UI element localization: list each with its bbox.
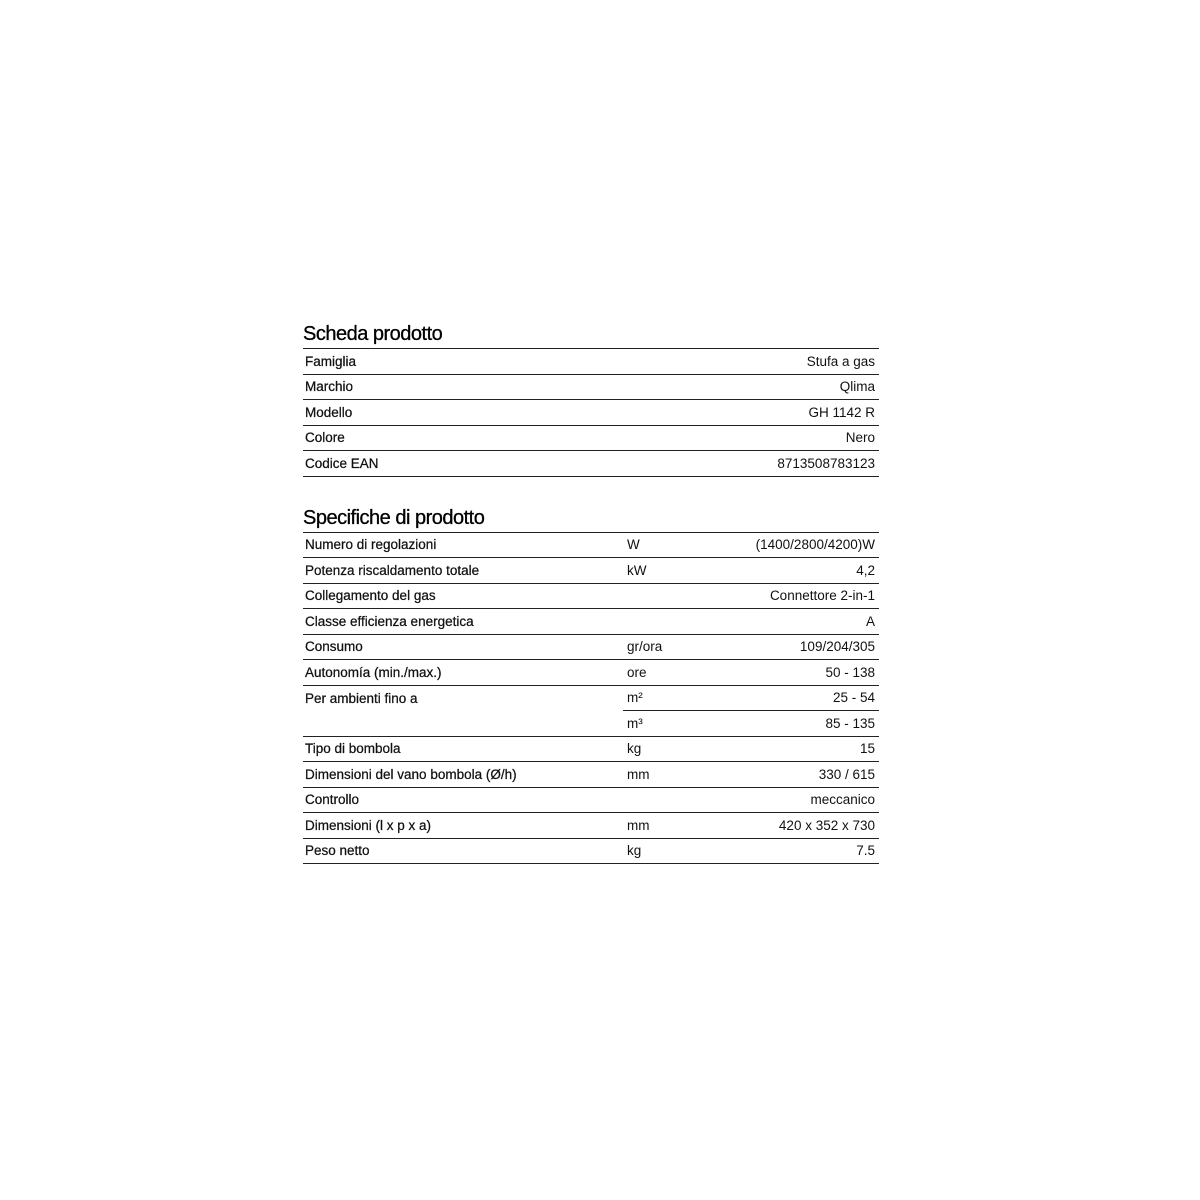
row-value: 420 x 352 x 730 bbox=[778, 817, 875, 833]
table-row bbox=[303, 813, 879, 839]
row-label: Peso netto bbox=[305, 843, 370, 859]
row-label: Modello bbox=[305, 404, 353, 420]
row-value: 330 / 615 bbox=[818, 766, 875, 782]
row-label: Codice EAN bbox=[305, 455, 379, 471]
row-unit: mm bbox=[627, 817, 650, 833]
row-value: meccanico bbox=[810, 792, 875, 808]
row-unit: m² bbox=[627, 690, 643, 706]
row-unit: kg bbox=[627, 741, 642, 757]
row-label: Classe efficienza energetica bbox=[305, 613, 474, 629]
table-row bbox=[303, 558, 879, 584]
row-unit: ore bbox=[627, 664, 647, 680]
table-row bbox=[303, 839, 879, 865]
row-value: 25 - 54 bbox=[832, 690, 875, 706]
row-label: Consumo bbox=[305, 639, 363, 655]
row-value: Stufa a gas bbox=[806, 353, 875, 369]
table-row bbox=[303, 584, 879, 610]
row-value: 109/204/305 bbox=[799, 639, 875, 655]
row-value: (1400/2800/4200)W bbox=[755, 537, 875, 553]
row-label: Famiglia bbox=[305, 353, 357, 369]
product-sheet-table bbox=[303, 348, 879, 477]
table-row bbox=[303, 349, 879, 375]
row-unit: kg bbox=[627, 843, 642, 859]
row-value: 7.5 bbox=[856, 843, 875, 859]
row-label: Dimensioni (l x p x a) bbox=[305, 817, 432, 833]
row-value: Qlima bbox=[839, 379, 875, 395]
section-spacer bbox=[303, 477, 879, 505]
row-label: Dimensioni del vano bombola (Ø/h) bbox=[305, 766, 517, 782]
row-label: Per ambienti fino a bbox=[305, 690, 418, 706]
row-unit: W bbox=[627, 537, 640, 553]
specs-title: Specifiche di prodotto bbox=[303, 506, 485, 529]
product-sheet-title: Scheda prodotto bbox=[303, 323, 443, 345]
row-unit: kW bbox=[627, 562, 647, 578]
table-row bbox=[303, 400, 879, 426]
row-unit: m³ bbox=[627, 715, 643, 731]
row-unit: mm bbox=[627, 766, 650, 782]
row-label: Controllo bbox=[305, 792, 360, 808]
table-row bbox=[303, 788, 879, 814]
table-row bbox=[303, 533, 879, 559]
table-row bbox=[303, 451, 879, 477]
row-value: 4,2 bbox=[856, 562, 875, 578]
row-value: 15 bbox=[859, 741, 875, 757]
row-label: Potenza riscaldamento totale bbox=[305, 562, 480, 578]
sub-rows bbox=[623, 686, 879, 736]
table-row bbox=[303, 375, 879, 401]
table-row bbox=[303, 609, 879, 635]
sub-row bbox=[623, 710, 879, 736]
specs-table bbox=[303, 532, 879, 865]
row-value: GH 1142 R bbox=[808, 404, 875, 420]
table-row-merged bbox=[303, 686, 879, 737]
product-datasheet bbox=[303, 321, 879, 864]
table-row bbox=[303, 426, 879, 452]
row-label: Autonomía (min./max.) bbox=[305, 664, 442, 680]
table-row bbox=[303, 635, 879, 661]
row-label: Tipo di bombola bbox=[305, 741, 401, 757]
row-value: 50 - 138 bbox=[825, 664, 875, 680]
table-row bbox=[303, 762, 879, 788]
row-label: Collegamento del gas bbox=[305, 588, 436, 604]
table-row bbox=[303, 737, 879, 763]
row-value: 8713508783123 bbox=[777, 455, 875, 471]
row-value: A bbox=[865, 613, 875, 629]
row-value: Nero bbox=[845, 430, 875, 446]
row-label: Numero di regolazioni bbox=[305, 537, 437, 553]
table-row bbox=[303, 660, 879, 686]
sub-row bbox=[623, 686, 879, 711]
row-value: 85 - 135 bbox=[825, 715, 875, 731]
row-label: Colore bbox=[305, 430, 345, 446]
row-label: Marchio bbox=[305, 379, 354, 395]
row-value: Connettore 2-in-1 bbox=[769, 588, 875, 604]
row-unit: gr/ora bbox=[627, 639, 663, 655]
